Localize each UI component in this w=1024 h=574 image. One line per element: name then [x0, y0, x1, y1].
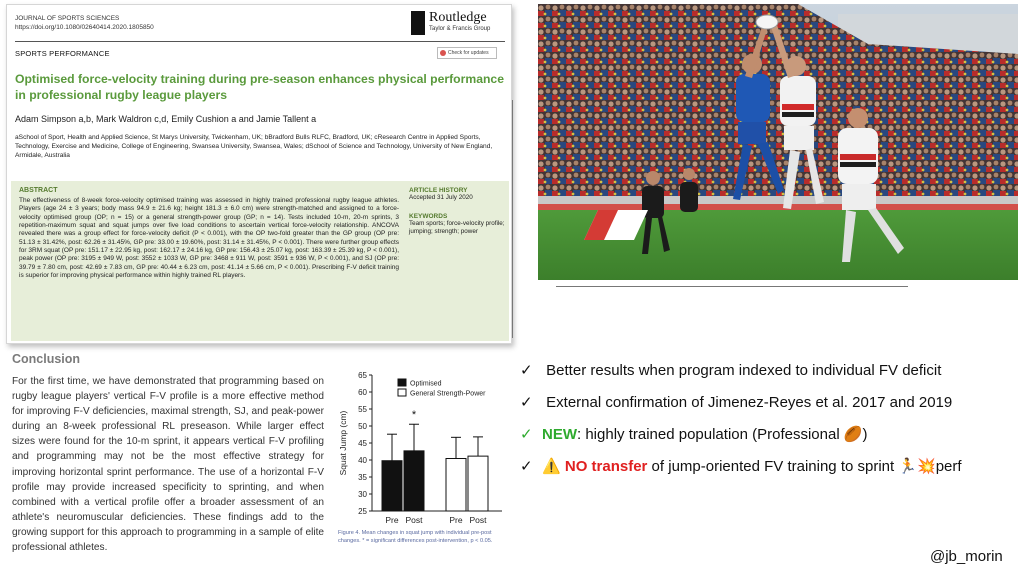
paper-affiliations: aSchool of Sport, Health and Applied Science, St Marys University, Twickenham, UK; bBradford Bulls RLFC, Bradford, UK; cResearch Centre in Applied Sports, Technology, Exercise and Medicine, College of Engineering, Swansea University, Swansea, Wales; dSchool of Science and Technology, University of New England, Armidale, Australia [15, 134, 493, 160]
check-icon: ✓ [520, 426, 533, 443]
legend-swatch [398, 389, 406, 396]
keywords-text: Team sports; force-velocity profile; jumping; strength; power [409, 220, 505, 235]
bullet-text-end: perf [935, 458, 962, 475]
warning-icon: ⚠️ [542, 458, 561, 475]
x-tick-label: Pre [385, 515, 399, 525]
x-tick-label: Pre [449, 515, 463, 525]
no-transfer-label: NO transfer [564, 458, 648, 475]
x-tick-label: Post [469, 515, 487, 525]
publisher-name: Routledge [429, 10, 487, 25]
header-rule [15, 41, 505, 42]
bar-optimised [382, 461, 402, 511]
conclusion-heading: Conclusion [12, 352, 81, 366]
journal-doi[interactable]: https://doi.org/10.1080/02640414.2020.1805850 [15, 24, 154, 31]
chart-bars [382, 409, 488, 511]
bar-optimised [404, 451, 424, 511]
sprint-collision-icon: 🏃💥 [898, 458, 936, 475]
legend-label: Optimised [410, 380, 442, 388]
keywords [409, 213, 505, 236]
check-updates-button[interactable] [437, 47, 497, 59]
check-icon: ✓ [520, 394, 533, 411]
legend-label: General Strength-Power [410, 390, 486, 398]
bullet-text: : highly trained population (Professional [577, 426, 840, 443]
significance-marker: * [411, 409, 417, 422]
abstract-box [11, 181, 509, 341]
bar-general-strength-power [446, 459, 466, 511]
bullet-item [520, 393, 952, 411]
y-tick-label: 35 [358, 473, 367, 482]
squat-jump-figure [334, 365, 506, 555]
bullet-text: Better results when program indexed to individual FV deficit [546, 362, 942, 379]
horizontal-divider [556, 286, 908, 287]
section-label: SPORTS PERFORMANCE [15, 49, 110, 58]
squat-jump-chart [334, 365, 506, 525]
keywords-heading: KEYWORDS [409, 213, 448, 220]
chart-legend [398, 379, 486, 398]
history-heading: ARTICLE HISTORY [409, 187, 468, 194]
publisher-mark-icon [411, 11, 425, 35]
check-updates-label: Check for updates [448, 50, 489, 56]
paper-authors: Adam Simpson a,b, Mark Waldron c,d, Emily Cushion a and Jamie Tallent a [15, 114, 317, 124]
y-tick-label: 40 [358, 456, 367, 465]
publisher-logo [411, 9, 511, 37]
y-tick-label: 30 [358, 490, 367, 499]
journal-header [15, 14, 154, 32]
check-icon: ✓ [520, 362, 533, 379]
abstract-text: The effectiveness of 8-week force-velocity optimised training was assessed in highly trained professional rugby league athletes. Players (age 24 ± 3 years; body mass 94.9 ± 21.6 kg; height 181.3 ± 6.0 cm) were strength-matched and assigned to a force-velocity optimised group (OP; n = 15) or a general strength-power group (GP; n = 14). Tests included 10-m, 20-m sprints, 3 repetition-maximum squat and squat jumps over five load conditions to ascertain vertical force-velocity relationship. ANCOVA revealed there was a group effect for force-velocity deficit (P < 0.001), with the OP two-fold greater than the GP group (OP pre: 51.13 ± 31.42%, post: 62.26 ± 31.45%, GP pre: 33.00 ± 19.60%, post: 31.14 ± 31.45%, P < 0.001). There were further group effects for 3RM squat (OP pre: 151.17 ± 22.95 kg, post: 162.17 ± 24.16 kg, GP pre: 156.43 ± 25.07 kg, post: 163.39 ± 25.39 kg, P < 0.001), peak power (OP pre: 3195 ± 949 W, post: 3552 ± 1033 W, GP pre: 3468 ± 911 W, post: 3591 ± 936 W, P < 0.001), and SJ (OP pre: 39.79 ± 7.80 cm, post: 42.69 ± 7.83 cm, GP pre: 40.44 ± 6.23 cm, post: 41.14 ± 5.66 cm, P < 0.001). Prescribing F-V deficit training is superior for improving physical performance within highly trained RL players. [19, 197, 399, 280]
bullet-item [520, 457, 962, 475]
y-tick-label: 50 [358, 422, 367, 431]
vertical-divider [512, 100, 513, 338]
bar-general-strength-power [468, 456, 488, 511]
bullet-item [520, 425, 868, 443]
bullet-text: External confirmation of Jimenez-Reyes et al. 2017 and 2019 [546, 394, 953, 411]
history-text: Accepted 31 July 2020 [409, 194, 473, 201]
y-axis-label: Squat Jump (cm) [338, 410, 348, 476]
x-tick-label: Post [405, 515, 423, 525]
legend-swatch [398, 379, 406, 386]
y-tick-label: 25 [358, 507, 367, 516]
new-label: NEW [542, 426, 577, 443]
article-history [409, 187, 505, 202]
bullet-text: of jump-oriented FV training to sprint [647, 458, 895, 475]
bullet-item [520, 361, 941, 379]
journal-name: JOURNAL OF SPORTS SCIENCES [15, 15, 120, 22]
paper-page [6, 4, 512, 344]
author-handle[interactable]: @jb_morin [930, 548, 1003, 565]
check-icon: ✓ [520, 458, 533, 475]
bullet-text-end: ) [862, 426, 868, 443]
conclusion-text: For the first time, we have demonstrated that programming based on rugby league players' vertical F-V profile is a more effective method for improving F-V deficiencies, maximal strength, SJ, and peak-power during an 8-week professional RL preseason. While larger effect sizes were found for the 10-m sprint, it appears vertical F-V profiling and programming may not be the most effective strategy for improving horizontal sprint performance. The use of a horizontal F-V profile may provide increased specificity to sprinting, and when combined with a vertical profile offer a broader assessment of an athlete's neuromuscular deficiencies. These findings add to the growing support for this approach to programming in a sample of elite professional athletes. [12, 376, 324, 554]
crossmark-icon [440, 50, 446, 56]
abstract-heading: ABSTRACT [19, 187, 58, 194]
publisher-subtitle: Taylor & Francis Group [429, 26, 491, 32]
rugby-ball-icon: 🏉 [843, 426, 863, 443]
rugby-photo-illustration [538, 4, 1018, 280]
y-tick-label: 45 [358, 439, 367, 448]
paper-title: Optimised force-velocity training during pre-season enhances physical performance in professional rugby league players [15, 72, 504, 102]
y-tick-label: 60 [358, 388, 367, 397]
y-tick-label: 65 [358, 371, 367, 380]
rugby-photo [538, 4, 1018, 280]
figure-caption: Figure 4. Mean changes in squat jump with individual pre-post changes. * = significant differences post-intervention, p < 0.05. [338, 530, 493, 544]
y-tick-label: 55 [358, 405, 367, 414]
